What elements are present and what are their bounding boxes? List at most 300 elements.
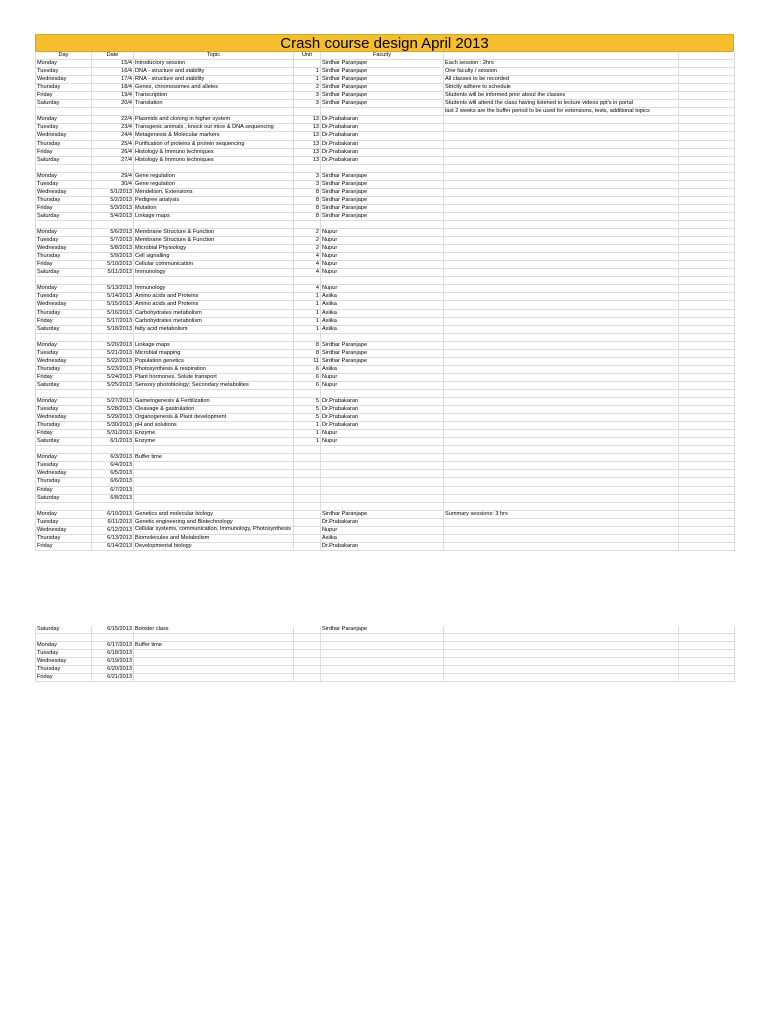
cell-day: Saturday [36, 269, 92, 277]
cell-topic: Mutation [134, 204, 294, 212]
cell-notes: One faculty / session [444, 68, 679, 76]
cell-day: Wednesday [36, 76, 92, 84]
cell-topic [134, 658, 294, 666]
cell-date: 6/19/2013 [92, 658, 134, 666]
cell-date: 5/9/2013 [92, 253, 134, 261]
cell-date: 6/17/2013 [92, 642, 134, 650]
cell-topic: Plasmids and cloning in higher system [134, 116, 294, 124]
table-row [36, 84, 735, 92]
cell-topic: Immunology [134, 285, 294, 293]
cell-faculty: Sirdhar Paranjape [321, 76, 444, 84]
header-date: Date [92, 52, 134, 60]
cell-notes [444, 626, 679, 634]
cell-topic: Cleavage & gastrulation [134, 406, 294, 414]
table-row [36, 398, 735, 406]
cell-topic: Microbial mapping [134, 349, 294, 357]
cell-unit: 1 [294, 430, 321, 438]
cell-date: 5/7/2013 [92, 237, 134, 245]
cell-date [92, 389, 134, 397]
cell-date: 5/13/2013 [92, 285, 134, 293]
table-row [36, 253, 735, 261]
cell-topic: Booster class [134, 626, 294, 634]
cell-day [36, 389, 92, 397]
cell-notes [444, 666, 679, 674]
cell-extra [679, 666, 735, 674]
cell-date: 22/4 [92, 116, 134, 124]
cell-extra [679, 76, 735, 84]
table-row [36, 124, 735, 132]
cell-faculty: Asiika [321, 293, 444, 301]
cell-notes [444, 285, 679, 293]
table-row [36, 650, 735, 658]
cell-topic: Translation [134, 100, 294, 108]
cell-topic [134, 470, 294, 478]
cell-day: Wednesday [36, 245, 92, 253]
cell-extra [679, 245, 735, 253]
cell-notes [444, 398, 679, 406]
cell-faculty [321, 164, 444, 172]
table-row [36, 333, 735, 341]
cell-day: Tuesday [36, 406, 92, 414]
cell-day: Saturday [36, 494, 92, 502]
table-row [36, 534, 735, 542]
table-row [36, 666, 735, 674]
cell-unit: 4 [294, 261, 321, 269]
cell-topic: Gene regulation [134, 180, 294, 188]
table-row [36, 510, 735, 518]
cell-extra [679, 414, 735, 422]
cell-topic: Membrane Structure & Function [134, 229, 294, 237]
cell-extra [679, 301, 735, 309]
cell-faculty [321, 462, 444, 470]
cell-notes [444, 642, 679, 650]
table-row [36, 462, 735, 470]
cell-unit [294, 510, 321, 518]
cell-notes [444, 317, 679, 325]
cell-unit [294, 333, 321, 341]
cell-day: Tuesday [36, 650, 92, 658]
cell-notes [444, 502, 679, 510]
cell-date: 5/4/2013 [92, 212, 134, 220]
header-day: Day [36, 52, 92, 60]
cell-faculty [321, 470, 444, 478]
cell-day: Thursday [36, 309, 92, 317]
cell-extra [679, 494, 735, 502]
cell-notes [444, 333, 679, 341]
cell-unit: 2 [294, 84, 321, 92]
cell-day: Friday [36, 204, 92, 212]
table-row [36, 406, 735, 414]
cell-unit: 5 [294, 406, 321, 414]
table-row [36, 365, 735, 373]
cell-topic: Membrane Structure & Function [134, 237, 294, 245]
table-row [36, 542, 735, 550]
cell-day: Wednesday [36, 470, 92, 478]
cell-extra [679, 196, 735, 204]
cell-topic: Histology & Immuno techniques [134, 148, 294, 156]
cell-day: Thursday [36, 365, 92, 373]
cell-notes [444, 253, 679, 261]
cell-extra [679, 446, 735, 454]
cell-topic: Linkage maps [134, 212, 294, 220]
cell-unit: 6 [294, 381, 321, 389]
cell-day [36, 333, 92, 341]
table-row [36, 237, 735, 245]
cell-faculty [321, 454, 444, 462]
cell-faculty: Asiika [321, 309, 444, 317]
cell-topic [134, 666, 294, 674]
cell-notes [444, 341, 679, 349]
cell-date: 6/3/2013 [92, 454, 134, 462]
table-row [36, 277, 735, 285]
cell-unit: 1 [294, 301, 321, 309]
table-row [36, 674, 735, 682]
table-row [36, 204, 735, 212]
cell-faculty: Nupur [321, 285, 444, 293]
cell-topic [134, 486, 294, 494]
cell-topic: Mendelism, Extensions [134, 188, 294, 196]
cell-day: Tuesday [36, 462, 92, 470]
cell-topic [134, 478, 294, 486]
cell-extra [679, 269, 735, 277]
cell-unit: 8 [294, 349, 321, 357]
cell-notes: Students will attend the class having listened to lecture videos ppt's in portal [444, 100, 679, 108]
cell-faculty: Dr.Prabakaran [321, 518, 444, 526]
table-row [36, 132, 735, 140]
cell-day [36, 277, 92, 285]
cell-unit [294, 534, 321, 542]
cell-unit: 1 [294, 293, 321, 301]
table-row [36, 269, 735, 277]
cell-unit: 1 [294, 68, 321, 76]
cell-notes [444, 634, 679, 642]
cell-extra [679, 470, 735, 478]
cell-date: 6/7/2013 [92, 486, 134, 494]
cell-date: 25/4 [92, 140, 134, 148]
cell-notes [444, 526, 679, 534]
cell-unit: 5 [294, 414, 321, 422]
table-row [36, 341, 735, 349]
cell-unit: 8 [294, 188, 321, 196]
cell-date: 17/4 [92, 76, 134, 84]
cell-date: 6/5/2013 [92, 470, 134, 478]
table-row [36, 634, 735, 642]
cell-unit [294, 220, 321, 228]
cell-faculty: Dr.Prabakaran [321, 140, 444, 148]
cell-day: Monday [36, 285, 92, 293]
cell-unit: 2 [294, 237, 321, 245]
cell-extra [679, 60, 735, 68]
cell-day: Friday [36, 92, 92, 100]
cell-notes [444, 446, 679, 454]
cell-faculty [321, 658, 444, 666]
cell-day: Thursday [36, 422, 92, 430]
cell-faculty: Asiika [321, 301, 444, 309]
cell-topic: Linkage maps [134, 341, 294, 349]
cell-extra [679, 237, 735, 245]
cell-unit: 3 [294, 100, 321, 108]
cell-date [92, 108, 134, 116]
cell-extra [679, 357, 735, 365]
cell-notes [444, 534, 679, 542]
table-row [36, 357, 735, 365]
cell-faculty: Dr.Prabakaran [321, 116, 444, 124]
cell-notes [444, 430, 679, 438]
cell-day: Wednesday [36, 414, 92, 422]
cell-faculty: Nupur [321, 438, 444, 446]
cell-faculty [321, 478, 444, 486]
cell-day: Thursday [36, 253, 92, 261]
table-row [36, 446, 735, 454]
cell-day: Wednesday [36, 188, 92, 196]
cell-notes [444, 357, 679, 365]
table-row [36, 293, 735, 301]
cell-unit [294, 470, 321, 478]
cell-topic: Introductory session [134, 60, 294, 68]
cell-notes [444, 406, 679, 414]
cell-topic [134, 502, 294, 510]
cell-topic [134, 333, 294, 341]
cell-day: Thursday [36, 534, 92, 542]
table-row [36, 438, 735, 446]
cell-notes [444, 486, 679, 494]
cell-unit [294, 486, 321, 494]
cell-extra [679, 373, 735, 381]
cell-topic: Photosynthesis & respiration [134, 365, 294, 373]
cell-faculty: Nupur [321, 373, 444, 381]
cell-date: 23/4 [92, 124, 134, 132]
cell-notes [444, 245, 679, 253]
cell-faculty: Dr.Prabakaran [321, 422, 444, 430]
cell-topic: Amino acids and Proteins [134, 293, 294, 301]
cell-faculty: Sirdhar Paranjape [321, 68, 444, 76]
cell-date: 30/4 [92, 180, 134, 188]
table-row [36, 309, 735, 317]
cell-date: 5/31/2013 [92, 430, 134, 438]
cell-unit: 1 [294, 325, 321, 333]
cell-notes: Each session : 2hrs [444, 60, 679, 68]
cell-extra [679, 68, 735, 76]
cell-day: Monday [36, 398, 92, 406]
cell-day: Saturday [36, 325, 92, 333]
cell-unit [294, 462, 321, 470]
cell-unit: 13 [294, 132, 321, 140]
cell-day: Friday [36, 261, 92, 269]
cell-date: 5/28/2013 [92, 406, 134, 414]
cell-unit [294, 60, 321, 68]
cell-faculty [321, 486, 444, 494]
cell-faculty: Dr.Prabakaran [321, 542, 444, 550]
cell-topic [134, 650, 294, 658]
cell-unit [294, 478, 321, 486]
cell-topic: Enzyme [134, 430, 294, 438]
cell-notes [444, 124, 679, 132]
table-row [36, 60, 735, 68]
cell-faculty [321, 674, 444, 682]
table-row [36, 156, 735, 164]
cell-notes [444, 229, 679, 237]
table-row [36, 92, 735, 100]
cell-day: Wednesday [36, 301, 92, 309]
cell-notes [444, 132, 679, 140]
schedule-sheet-continued [35, 626, 734, 682]
cell-faculty: Sirdhar Paranjape [321, 196, 444, 204]
table-row [36, 172, 735, 180]
cell-topic [134, 108, 294, 116]
cell-topic: Gametogenesis & Fertilization [134, 398, 294, 406]
cell-day: Wednesday [36, 357, 92, 365]
cell-notes [444, 650, 679, 658]
cell-notes [444, 196, 679, 204]
cell-topic: Microbial Physiology [134, 245, 294, 253]
cell-extra [679, 92, 735, 100]
cell-topic [134, 462, 294, 470]
cell-notes: Students will be informed prior about the classes [444, 92, 679, 100]
cell-faculty: Nupur [321, 237, 444, 245]
cell-date: 5/8/2013 [92, 245, 134, 253]
cell-date: 5/30/2013 [92, 422, 134, 430]
cell-extra [679, 534, 735, 542]
cell-day: Thursday [36, 140, 92, 148]
cell-topic: fatty acid metabolism [134, 325, 294, 333]
cell-faculty: Asiika [321, 365, 444, 373]
cell-unit: 3 [294, 172, 321, 180]
cell-extra [679, 650, 735, 658]
cell-day: Monday [36, 60, 92, 68]
cell-extra [679, 398, 735, 406]
cell-topic: pH and solutions [134, 422, 294, 430]
cell-extra [679, 156, 735, 164]
cell-faculty: Nupur [321, 229, 444, 237]
cell-date: 6/13/2013 [92, 534, 134, 542]
cell-date: 16/4 [92, 68, 134, 76]
cell-faculty: Dr.Prabakaran [321, 398, 444, 406]
cell-extra [679, 220, 735, 228]
cell-notes [444, 542, 679, 550]
table-row [36, 140, 735, 148]
table-row [36, 494, 735, 502]
cell-extra [679, 164, 735, 172]
cell-topic: RNA - structure and stability [134, 76, 294, 84]
schedule-table [35, 52, 735, 551]
cell-unit [294, 650, 321, 658]
cell-date [92, 277, 134, 285]
cell-notes [444, 494, 679, 502]
cell-notes [444, 309, 679, 317]
cell-unit: 1 [294, 422, 321, 430]
cell-unit: 4 [294, 285, 321, 293]
cell-notes [444, 658, 679, 666]
cell-topic: DNA - structure and stability [134, 68, 294, 76]
cell-date: 6/8/2013 [92, 494, 134, 502]
cell-topic: Cellular systems, communication, Immunology, Photosynthesis [134, 526, 294, 534]
cell-day: Friday [36, 430, 92, 438]
cell-unit: 13 [294, 116, 321, 124]
table-row [36, 196, 735, 204]
cell-extra [679, 462, 735, 470]
cell-topic: Organogenesis & Plant development [134, 414, 294, 422]
cell-date: 5/29/2013 [92, 414, 134, 422]
cell-faculty: Sirdhar Paranjape [321, 204, 444, 212]
cell-topic: Histology & Immuno techniques [134, 156, 294, 164]
cell-date: 5/20/2013 [92, 341, 134, 349]
cell-extra [679, 642, 735, 650]
cell-date: 6/20/2013 [92, 666, 134, 674]
cell-date: 6/11/2013 [92, 518, 134, 526]
cell-extra [679, 634, 735, 642]
cell-unit [294, 108, 321, 116]
cell-extra [679, 253, 735, 261]
table-row [36, 642, 735, 650]
cell-day: Wednesday [36, 132, 92, 140]
table-row [36, 164, 735, 172]
cell-extra [679, 180, 735, 188]
cell-notes: Summary sessions: 3 hrs [444, 510, 679, 518]
cell-faculty: Asiika [321, 534, 444, 542]
cell-date [92, 446, 134, 454]
cell-date: 5/17/2013 [92, 317, 134, 325]
cell-unit [294, 389, 321, 397]
cell-date: 24/4 [92, 132, 134, 140]
cell-topic: Pedigree analysis [134, 196, 294, 204]
table-row [36, 108, 735, 116]
cell-day: Tuesday [36, 180, 92, 188]
cell-notes [444, 293, 679, 301]
cell-topic: Population genetics [134, 357, 294, 365]
cell-day: Friday [36, 317, 92, 325]
cell-unit [294, 518, 321, 526]
cell-faculty [321, 642, 444, 650]
cell-date: 18/4 [92, 84, 134, 92]
cell-extra [679, 132, 735, 140]
cell-notes [444, 180, 679, 188]
cell-date: 15/4 [92, 60, 134, 68]
cell-unit [294, 164, 321, 172]
table-row [36, 526, 735, 534]
cell-day: Saturday [36, 381, 92, 389]
cell-date: 5/14/2013 [92, 293, 134, 301]
cell-date: 5/24/2013 [92, 373, 134, 381]
header-faculty: Faculty [321, 52, 444, 60]
cell-extra [679, 478, 735, 486]
cell-day [36, 220, 92, 228]
cell-extra [679, 116, 735, 124]
cell-day: Tuesday [36, 518, 92, 526]
cell-faculty [321, 446, 444, 454]
table-row [36, 180, 735, 188]
cell-date [92, 220, 134, 228]
table-row [36, 68, 735, 76]
cell-date: 5/11/2013 [92, 269, 134, 277]
table-row [36, 626, 735, 634]
cell-topic: Developmental biology [134, 542, 294, 550]
cell-topic: Transgenic animals , knock out mice & DNA sequencing [134, 124, 294, 132]
cell-extra [679, 349, 735, 357]
cell-day [36, 502, 92, 510]
cell-date [92, 333, 134, 341]
cell-topic [134, 389, 294, 397]
cell-extra [679, 293, 735, 301]
cell-date: 26/4 [92, 148, 134, 156]
schedule-sheet [35, 34, 734, 551]
cell-notes [444, 156, 679, 164]
cell-day: Thursday [36, 84, 92, 92]
cell-day: Saturday [36, 438, 92, 446]
cell-unit [294, 658, 321, 666]
cell-day: Wednesday [36, 658, 92, 666]
cell-notes [444, 470, 679, 478]
table-row [36, 212, 735, 220]
